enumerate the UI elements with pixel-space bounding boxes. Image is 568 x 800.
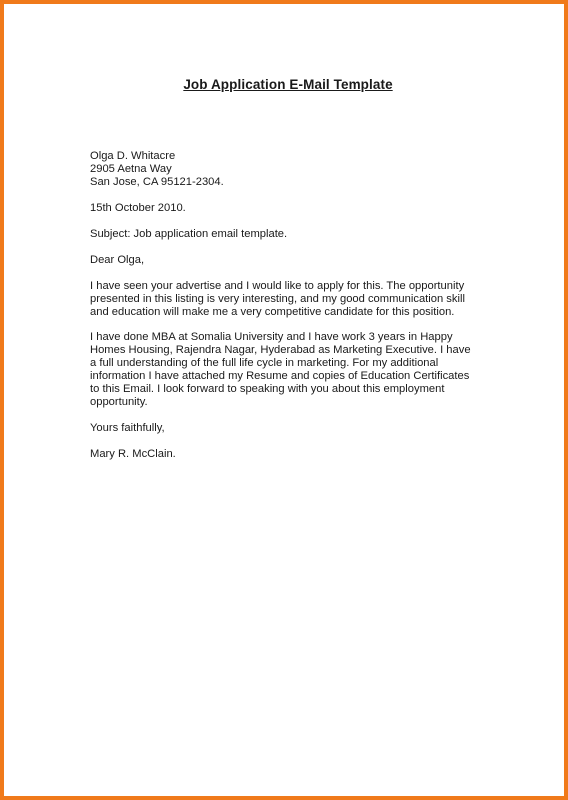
recipient-city: San Jose, CA 95121-2304.	[90, 176, 224, 188]
letter-closing: Yours faithfully,	[90, 422, 165, 434]
paragraph-1-line: I have seen your advertise and I would like to apply for this. The opportunity	[90, 280, 465, 292]
paragraph-2-line: opportunity.	[90, 396, 148, 408]
paragraph-1-line: presented in this listing is very interesting, and my good communication skill	[90, 293, 465, 305]
recipient-street: 2905 Aetna Way	[90, 163, 172, 175]
paragraph-2-line: I have done MBA at Somalia University and I have work 3 years in Happy	[90, 331, 453, 343]
letter-document	[4, 4, 564, 796]
letter-salutation: Dear Olga,	[90, 254, 145, 266]
page-title: Job Application E-Mail Template	[183, 77, 393, 92]
recipient-name: Olga D. Whitacre	[90, 150, 176, 162]
letter-subject: Subject: Job application email template.	[90, 228, 288, 240]
paragraph-2-line: a full understanding of the full life cycle in marketing. For my additional	[90, 357, 439, 369]
letter-signature: Mary R. McClain.	[90, 448, 176, 460]
paragraph-2-line: information I have attached my Resume and copies of Education Certificates	[90, 370, 470, 382]
paragraph-1-line: and education will make me a very competitive candidate for this position.	[90, 306, 455, 318]
paragraph-2-line: Homes Housing, Rajendra Nagar, Hyderabad as Marketing Executive. I have	[90, 344, 471, 356]
letter-date: 15th October 2010.	[90, 202, 186, 214]
paragraph-2-line: to this Email. I look forward to speaking with you about this employment	[90, 383, 445, 395]
